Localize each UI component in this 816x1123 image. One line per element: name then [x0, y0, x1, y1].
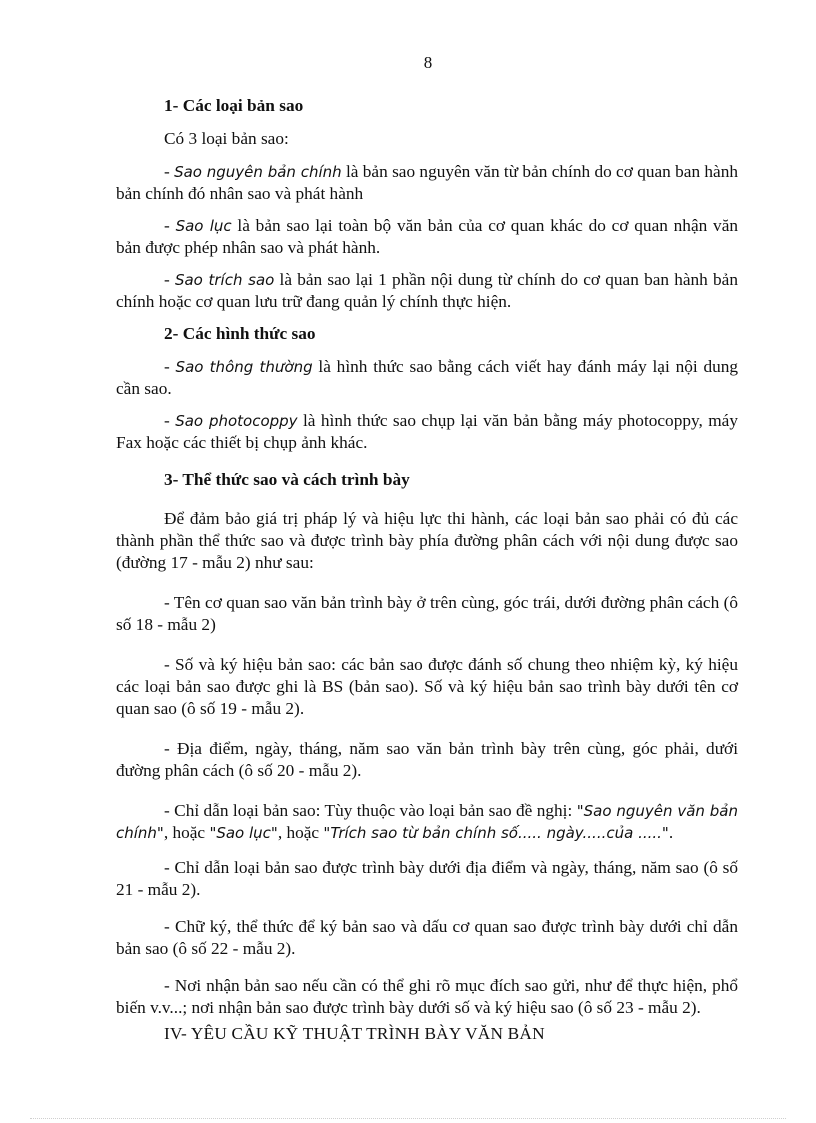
desc-extract: là bản sao lại 1 phần nội dung từ chính do cơ quan ban hành bản chính hoặc cơ quan lưu trữ đang quản lý chính thực hiện. [116, 270, 738, 311]
paragraph-agency: - Tên cơ quan sao văn bản trình bày ở trên cùng, góc trái, dưới đường phân cách (ô số 18 - mẫu 2) [116, 593, 738, 634]
desc-original: là bản sao nguyên văn từ bản chính do cơ quan ban hành bản chính đó nhân sao và phát hành [116, 162, 739, 203]
guide-quote-original: "Sao nguyên văn bản chính" [116, 802, 739, 842]
copy-type-extract: - Sao trích sao là bản sao lại 1 phần nội dung từ chính do cơ quan ban hành bản chính hoặc cơ quan lưu trữ đang quản lý chính thực hiện. [116, 270, 738, 311]
guide-quote-extract: "Trích sao từ bản chính số..... ngày.....của ....." [323, 824, 669, 842]
term-photocopy: Sao photocoppy [175, 412, 298, 430]
form-regular: - Sao thông thường là hình thức sao bằng cách viết hay đánh máy lại nội dung cần sao. [116, 357, 739, 398]
paragraph-number: - Số và ký hiệu bản sao: các bản sao được đánh số chung theo nhiệm kỳ, ký hiệu các loại bản sao được ghi là BS (bản sao). Số và ký hiệu bản sao trình bày dưới tên cơ quan sao (ô số 19 - mẫu 2). [116, 655, 738, 718]
term-record: Sao lục [175, 217, 232, 235]
paragraph-place-date: - Địa điểm, ngày, tháng, năm sao văn bản trình bày trên cùng, góc phải, dưới đường phân cách (ô số 20 - mẫu 2). [116, 739, 738, 780]
guide-text-a: - Chỉ dẫn loại bản sao: Tùy thuộc vào loại bản sao đề nghị: [164, 801, 577, 820]
page-number: 8 [423, 53, 433, 72]
heading-section-iv: IV- YÊU CẦU KỸ THUẬT TRÌNH BÀY VĂN BẢN [164, 1024, 545, 1043]
paragraph-guide-position: - Chỉ dẫn loại bản sao được trình bày dưới địa điểm và ngày, tháng, năm sao (ô số 21 - mẫu 2). [116, 858, 738, 899]
paragraph-copy-guide [116, 800, 738, 844]
copy-type-record: - Sao lục là bản sao lại toàn bộ văn bản của cơ quan khác do cơ quan nhận văn bản được phép nhân sao và phát hành. [116, 216, 739, 257]
paragraph-signature: - Chữ ký, thể thức để ký bản sao và dấu cơ quan sao được trình bày dưới chỉ dẫn bản sao (ô số 22 - mẫu 2). [116, 917, 738, 958]
document-body [116, 95, 738, 1045]
heading-copy-types: 1- Các loại bản sao [164, 96, 304, 115]
term-regular: Sao thông thường [175, 358, 313, 376]
paragraph-recipient: - Nơi nhận bản sao nếu cần có thể ghi rõ mục đích sao gửi, như để thực hiện, phổ biến v.v...; nơi nhận bản sao được trình bày dưới số và ký hiệu sao (ô số 23 - mẫu 2). [116, 976, 738, 1017]
heading-copy-format: 3- Thể thức sao và cách trình bày [164, 470, 410, 489]
page-bottom-divider [30, 1118, 786, 1119]
desc-photocopy: là hình thức sao chụp lại văn bản bằng máy photocoppy, máy Fax hoặc các thiết bị chụp ảnh khác. [116, 411, 738, 452]
form-photocopy: - Sao photocoppy là hình thức sao chụp lại văn bản bằng máy photocoppy, máy Fax hoặc các thiết bị chụp ảnh khác. [116, 411, 738, 452]
paragraph-intro: Để đảm bảo giá trị pháp lý và hiệu lực thi hành, các loại bản sao phải có đủ các thành phần thể thức sao và được trình bày phía đường phân cách với nội dung được sao (đường 17 - mẫu 2) như sau: [116, 509, 738, 572]
intro-text: Có 3 loại bản sao: [164, 129, 289, 148]
desc-regular: là hình thức sao bằng cách viết hay đánh máy lại nội dung cần sao. [116, 357, 739, 398]
guide-text-d: . [668, 823, 674, 842]
guide-quote-record: "Sao lục" [209, 824, 278, 842]
guide-text-b: , hoặc [163, 823, 210, 842]
guide-text-c: , hoặc [277, 823, 324, 842]
heading-copy-forms: 2- Các hình thức sao [164, 324, 316, 343]
term-original: Sao nguyên bản chính [174, 163, 342, 181]
term-extract: Sao trích sao [174, 271, 275, 289]
desc-record: là bản sao lại toàn bộ văn bản của cơ quan khác do cơ quan nhận văn bản được phép nhân sao và phát hành. [116, 216, 739, 257]
copy-type-original: - Sao nguyên bản chính là bản sao nguyên văn từ bản chính do cơ quan ban hành bản chính đó nhân sao và phát hành [116, 162, 739, 203]
